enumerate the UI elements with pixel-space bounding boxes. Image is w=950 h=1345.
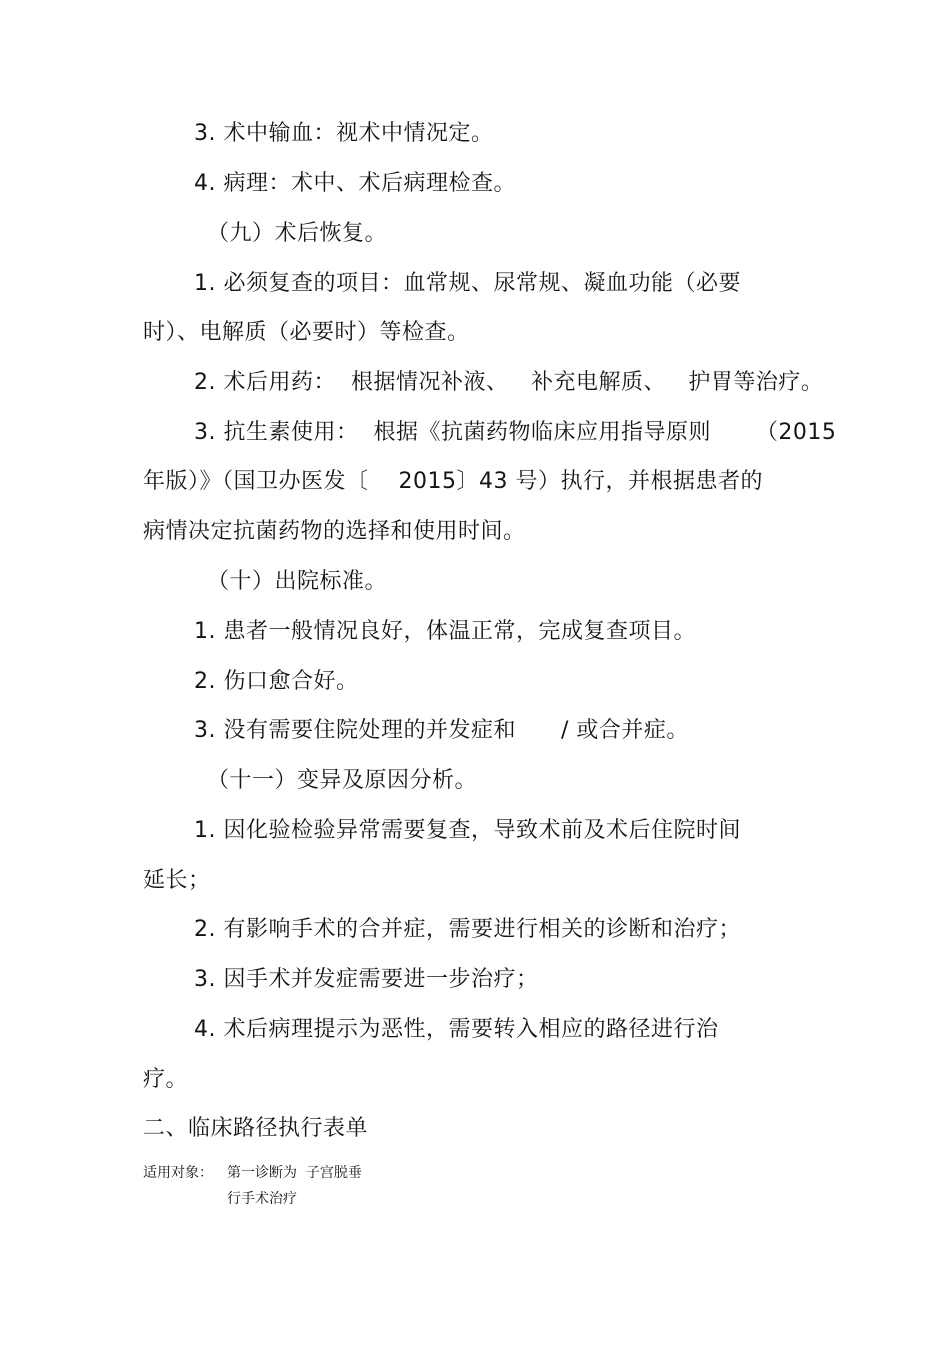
text-line-variation-4-cont: 疗。 (143, 1067, 189, 1092)
section-heading-discharge-criteria: （十）出院标准。 (207, 569, 388, 594)
text-line-variation-1-cont: 延长； (143, 868, 211, 893)
text-line-discharge-2: 2. 伤口愈合好。 (194, 669, 359, 694)
text-line-variation-3: 3. 因手术并发症需要进一步治疗； (194, 967, 539, 992)
text-line-antibiotics-cont2: 病情决定抗菌药物的选择和使用时间。 (143, 519, 526, 544)
text-line-pathology: 4. 病理：术中、术后病理检查。 (194, 171, 516, 196)
text-line-antibiotics-cont1: 年版）》（国卫办医发〔 2015〕43 号）执行，并根据患者的 (143, 469, 763, 494)
text-line-variation-1: 1. 因化验检验异常需要复查，导致术前及术后住院时间 (194, 818, 741, 843)
text-line-variation-2: 2. 有影响手术的合并症，需要进行相关的诊断和治疗； (194, 917, 741, 942)
text-line-intraop-transfusion: 3. 术中输血：视术中情况定。 (194, 121, 494, 146)
applicable-label: 适用对象： (143, 1165, 213, 1181)
section-heading-clinical-pathway-form: 二、临床路径执行表单 (143, 1116, 369, 1141)
text-line-antibiotics: 3. 抗生素使用： 根据《抗菌药物临床应用指导原则 （2015 (194, 420, 837, 445)
section-heading-postop-recovery: （九）术后恢复。 (207, 221, 388, 246)
applicable-diagnosis: 第一诊断为 子宫脱垂 (227, 1165, 362, 1181)
text-line-postop-medication: 2. 术后用药： 根据情况补液、 补充电解质、 护胃等治疗。 (194, 370, 824, 395)
text-line-discharge-1: 1. 患者一般情况良好，体温正常，完成复查项目。 (194, 619, 696, 644)
text-line-required-tests: 1. 必须复查的项目：血常规、尿常规、凝血功能（必要 (194, 271, 741, 296)
text-line-discharge-3: 3. 没有需要住院处理的并发症和 / 或合并症。 (194, 718, 689, 743)
text-line-variation-4: 4. 术后病理提示为恶性，需要转入相应的路径进行治 (194, 1017, 719, 1042)
section-heading-variation-analysis: （十一）变异及原因分析。 (207, 768, 478, 793)
text-line-required-tests-cont: 时）、电解质（必要时）等检查。 (143, 320, 470, 345)
applicable-treatment: 行手术治疗 (227, 1191, 297, 1207)
